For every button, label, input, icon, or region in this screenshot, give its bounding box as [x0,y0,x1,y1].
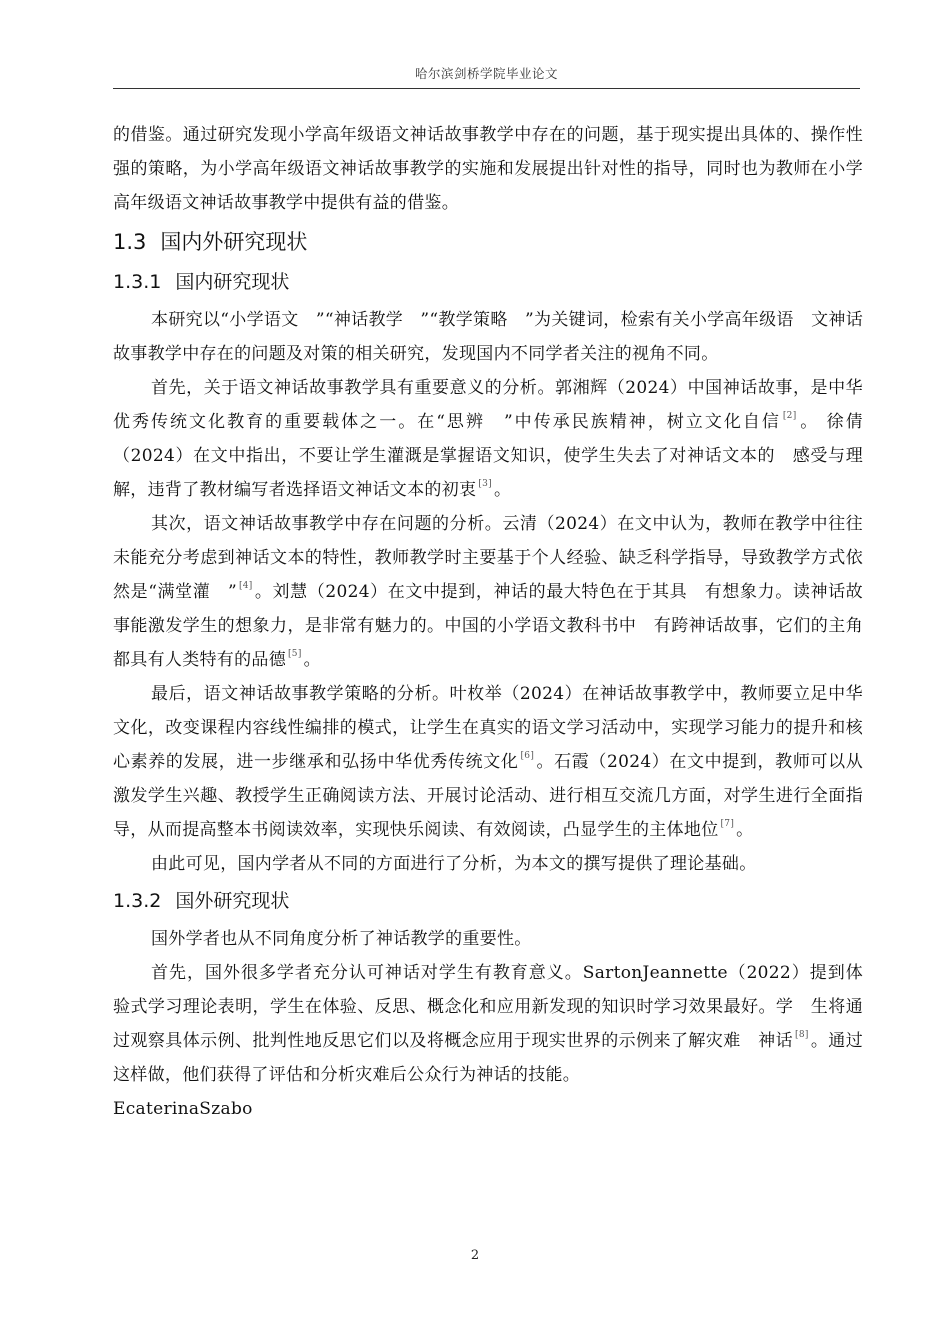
paragraph-text: 首先，国外很多学者充分认可神话对学生有教育意义。SartonJeannette（2022）提到体 验式学习理论表明，学生在体验、反思、概念化和应用新发现的知识时学习效果最好。学 生将通过观察具体示例、批判性地反思它们以及将概念应用于现实世界的示例来了解灾难 神话 [113,963,881,1051]
paragraph-text: 其次，语文神话故事教学中存在问题的分析。云清（2024）在文中认为，教师在教学中往往未能充分考虑到神话文本的特性，教师教学时主要基于个人经验、缺乏科学指导，导致教学方式依然是“满堂灌 ” [113,514,863,602]
citation-7[interactable]: [7] [720,819,735,829]
paragraph-text: 。刘慧（2024）在文中提到，神话的最大特色在于其具 有想象力。读神话故事能激发学生的想象力，是非常有魅力的。中国的小学语文教科书中 有跨神话故事，它们的主角都具有人类特有的品德 [113,582,863,670]
paragraph-intro-continued: 的借鉴。通过研究发现小学高年级语文神话故事教学中存在的问题，基于现实提出具体的、操作性强的策略，为小学高年级语文神话故事教学的实施和发展提出针对性的指导，同时也为教师在小学高年级语文神话故事教学中提供有益的借鉴。 [113,125,863,213]
paragraph-strategies [113,677,863,847]
subsection-heading-1-3-2 [113,884,863,918]
paragraph-text: 最后，语文神话故事教学策略的分析。叶枚举（2024）在神话故事教学中，教师要立足中华文化，改变课程内容线性编排的模式，让学生在真实的语文学习活动中，实现学习能力的提升和核心素养的发展，进一步继承和弘扬中华优秀传统文化 [113,684,863,772]
running-header: 哈尔滨剑桥学院毕业论文 [414,66,558,81]
subsection-number: 1.3.2 [113,890,162,912]
paragraph-text: 。石霞（2024）在文中提到，教师可以从激发学生兴趣、教授学生正确阅读方法、开展讨论活动、进行相互交流几方面，对学生进行全面指导，从而提高整本书阅读效率，实现快乐阅读、有效阅读，凸显学生的主体地位 [113,752,864,840]
paragraph-problems [113,507,863,677]
section-heading-1-3 [113,223,863,261]
page-number: 2 [470,1248,480,1263]
header-divider [113,88,860,89]
subsection-title: 国内研究现状 [175,271,290,293]
paragraph-text: 。通过这样做，他们获得了评估和分析灾难后公众行为神话的技能。 [113,1031,863,1085]
paragraph-author-name: EcaterinaSzabo [113,1099,253,1119]
paragraph-text: 。 [303,650,321,670]
paragraph-foreign-first [113,956,881,1092]
section-title: 国内外研究现状 [160,230,308,254]
subsection-heading-1-3-1 [113,265,863,299]
citation-2[interactable]: [2] [782,411,797,421]
citation-3[interactable]: [3] [478,479,492,489]
subsection-number: 1.3.1 [113,271,162,293]
citation-6[interactable]: [6] [520,751,535,761]
citation-4[interactable]: [4] [238,581,253,591]
paragraph-summary: 由此可见，国内学者从不同的方面进行了分析，为本文的撰写提供了理论基础。 [151,854,757,874]
section-number: 1.3 [113,230,147,254]
citation-8[interactable]: [8] [795,1030,809,1040]
paragraph-text: 。 徐倩（2024）在文中指出，不要让学生灌溉是掌握语文知识，使学生失去了对神话文本的 感受与理解，违背了教材编写者选择语文神话文本的初衷 [113,412,863,500]
paragraph-significance [113,371,863,507]
citation-5[interactable]: [5] [288,649,302,659]
paragraph-foreign-intro: 国外学者也从不同角度分析了神话教学的重要性。 [151,929,532,949]
subsection-title: 国外研究现状 [175,890,290,912]
paragraph-text: 。 [736,820,754,840]
page-body [113,118,881,1126]
paragraph-keywords: 本研究以“小学语文 ”“神话教学 ”“教学策略 ”为关键词，检索有关小学高年级语 文神话故事教学中存在的问题及对策的相关研究，发现国内不同学者关注的视角不同。 [113,310,863,364]
paragraph-text: 首先，关于语文神话故事教学具有重要意义的分析。郭湘辉（2024）中国神话故事，是中华优秀传统文化教育的重要载体之一。在“思辨 ”中传承民族精神，树立文化自信 [113,378,863,432]
paragraph-text: 。 [493,480,512,500]
